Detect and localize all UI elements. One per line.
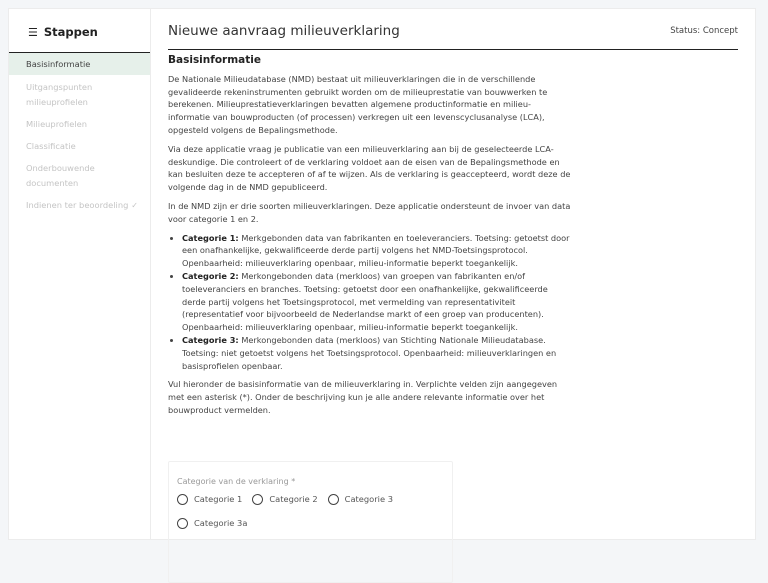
- radio-label: Categorie 2: [269, 494, 318, 504]
- sidebar-item-classificatie[interactable]: [9, 139, 150, 154]
- categories-intro: In de NMD zijn er drie soorten milieuverklaringen. Deze applicatie ondersteunt de invoer van data voor categorie 1 en 2.: [168, 200, 571, 224]
- page-header: [168, 9, 738, 50]
- section-title: Basisinformatie: [168, 54, 261, 66]
- category-radio-group-row2: [177, 517, 257, 530]
- category-term: Categorie 2:: [182, 270, 239, 281]
- list-item: [182, 334, 572, 372]
- sidebar-title: Stappen: [43, 25, 98, 39]
- check-icon: ✓: [131, 201, 138, 210]
- category-text: Merkgebonden data van fabrikanten en toeleveranciers. Toetsing: getoetst door een onafhankelijke, gekwalificeerde derde partij volgens het NMD-Toetsingsprotocol. Openbaarheid: milieuverklaring openbaar, milieu-informatie beperkt toegankelijk.: [182, 232, 570, 269]
- radio-categorie-1[interactable]: [177, 493, 242, 506]
- content-area: [168, 54, 572, 528]
- radio-circle-icon[interactable]: [177, 494, 188, 505]
- category-form-card: [168, 461, 453, 583]
- page-title: Nieuwe aanvraag milieuverklaring: [168, 23, 400, 39]
- application-paragraph: Via deze applicatie vraag je publicatie van een milieuverklaring aan bij de geselecteerde LCA-deskundige. Die controleert of de verklaring voldoet aan de eisen van de Bepalingsmethode en kan besluiten deze te accepteren of af te wijzen. Als de verklaring is geaccepteerd, wordt deze de volgende dag in de NMD gepubliceerd.: [168, 143, 571, 193]
- main-panel: [150, 8, 756, 540]
- category-radio-group: [177, 493, 403, 506]
- sidebar-item-onderbouwende-documenten[interactable]: [9, 161, 150, 191]
- sidebar-item-label: Milieuprofielen: [26, 119, 88, 129]
- instructions-paragraph: Vul hieronder de basisinformatie van de milieuverklaring in. Verplichte velden zijn aangegeven met een asterisk (*). Onder de beschrijving kun je alle andere relevante informatie over het bouwproduct vermelden.: [168, 379, 558, 415]
- sidebar-item-basisinformatie[interactable]: [9, 53, 150, 75]
- sidebar-item-label: Basisinformatie: [26, 58, 91, 69]
- intro-paragraph: De Nationale Milieudatabase (NMD) bestaat uit milieuverklaringen die in de verschillende gevalideerde rekeninstrumenten gebruikt worden om de milieuprestatie van bouwwerken te berekenen. Milieuprestatieverklaringen bevatten algemene productinformatie en milieu-informatie van bouwproducten (of processen) verkregen uit een levenscyclusanalyse (LCA), opgesteld volgens de Bepalingsmethode.: [168, 73, 548, 135]
- sidebar-item-milieuprofielen[interactable]: [9, 117, 150, 132]
- list-item: [182, 270, 572, 334]
- list-icon: ☰: [28, 25, 38, 39]
- categories-list: [168, 232, 572, 373]
- radio-circle-icon[interactable]: [328, 494, 339, 505]
- radio-label: Categorie 1: [194, 494, 243, 504]
- sidebar-item-label: Uitgangspunten milieuprofielen: [26, 82, 93, 107]
- sidebar-item-indienen[interactable]: [9, 198, 150, 213]
- radio-label: Categorie 3a: [194, 518, 248, 528]
- radio-categorie-3a[interactable]: [177, 517, 247, 530]
- status-label: Status: Concept: [670, 26, 738, 36]
- radio-categorie-2[interactable]: [252, 493, 317, 506]
- radio-categorie-3[interactable]: [328, 493, 393, 506]
- radio-circle-icon[interactable]: [252, 494, 263, 505]
- radio-label: Categorie 3: [344, 494, 393, 504]
- sidebar-item-label: Classificatie: [26, 141, 76, 151]
- radio-circle-icon[interactable]: [177, 518, 188, 529]
- category-field-label: Categorie van de verklaring *: [177, 477, 296, 486]
- category-text: Merkongebonden data (merkloos) van groepen van fabrikanten en/of toeleveranciers en branches. Toetsing: getoetst door een onafhankelijke, gekwalificeerde derde partij volgens het Toetsingsprotocol, met vermelding van representativiteit (representatief voor bijvoorbeeld de Nederlandse markt of een groep van producenten). Openbaarheid: milieuverklaring openbaar, milieu-informatie beperkt toegankelijk.: [182, 270, 548, 333]
- category-text: Merkongebonden data (merkloos) van Stichting Nationale Milieudatabase. Toetsing: niet getoetst volgens het Toetsingsprotocol. Openbaarheid: milieuverklaringen en basisprofielen openbaar.: [182, 334, 557, 371]
- sidebar-item-uitgangspunten[interactable]: [9, 80, 150, 110]
- sidebar-header: [9, 12, 150, 53]
- sidebar-item-label: Indienen ter beoordeling: [26, 200, 129, 210]
- category-term: Categorie 1:: [182, 232, 239, 243]
- steps-sidebar: [8, 8, 150, 540]
- category-term: Categorie 3:: [182, 334, 239, 345]
- list-item: [182, 232, 572, 270]
- sidebar-item-label: Onderbouwende documenten: [26, 163, 95, 188]
